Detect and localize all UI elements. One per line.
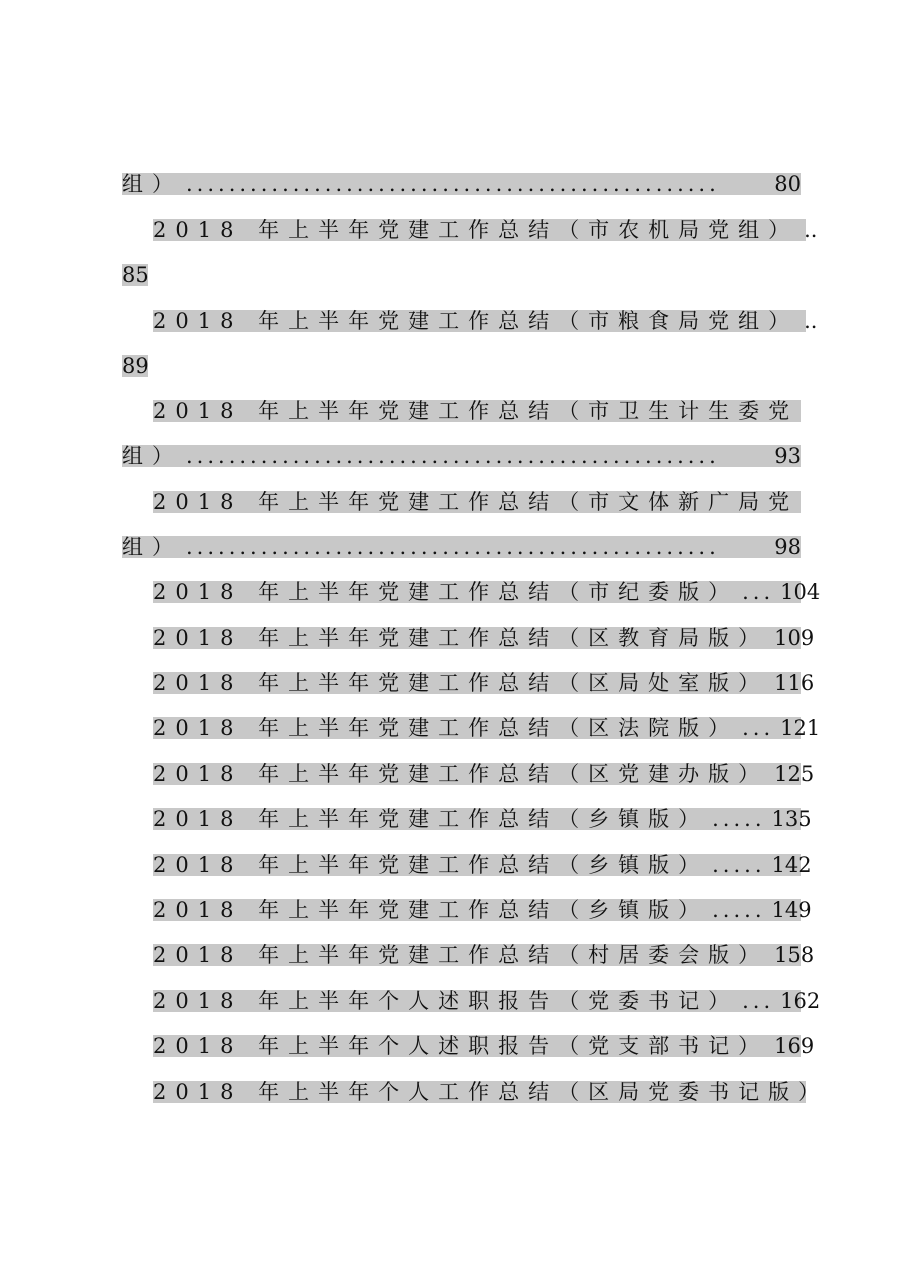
toc-leader-dots: ... — [742, 989, 775, 1013]
toc-entry-title: 2018 年上半年党建工作总结（区局处室版） — [153, 671, 769, 695]
toc-line[interactable] — [122, 445, 801, 467]
toc-entry-title: 2018 年上半年党建工作总结（市纪委版） — [153, 580, 739, 604]
toc-entry-title: 2018 年上半年党建工作总结（区法院版） — [153, 716, 739, 740]
toc-line[interactable] — [153, 943, 815, 967]
toc-page-number: 104 — [780, 580, 821, 604]
toc-leader-dots: ..... — [712, 853, 766, 877]
toc-leader-dots: ... — [742, 580, 775, 604]
toc-page-number: 158 — [774, 943, 815, 967]
toc-line[interactable] — [122, 173, 801, 195]
toc-line[interactable] — [153, 762, 815, 786]
toc-page-number: 125 — [774, 762, 815, 786]
toc-line[interactable] — [153, 671, 815, 695]
toc-entry-title: 组） — [122, 444, 182, 468]
toc-page-number: 109 — [774, 626, 815, 650]
toc-entry-title: 组） — [122, 535, 182, 559]
toc-line[interactable] — [153, 309, 818, 333]
toc-line[interactable] — [153, 853, 812, 877]
toc-entry-title: 组） — [122, 172, 182, 196]
toc-leader-dots: .. — [804, 218, 818, 242]
toc-entry-title: 2018 年上半年党建工作总结（市农机局党组） — [153, 218, 799, 242]
toc-leader-dots: .................................................. — [186, 444, 720, 468]
toc-line[interactable] — [153, 716, 821, 740]
toc-page-number: 135 — [771, 807, 812, 831]
toc-leader-dots: .. — [804, 309, 818, 333]
toc-leader-dots: ... — [742, 716, 775, 740]
toc-entry-title: 2018 年上半年党建工作总结（市卫生计生委党 — [153, 399, 799, 423]
toc-leader-dots: .................................................. — [186, 172, 720, 196]
toc-entry-title: 2018 年上半年党建工作总结（村居委会版） — [153, 943, 769, 967]
toc-line[interactable] — [153, 1034, 815, 1058]
toc-entry-title: 2018 年上半年党建工作总结（区教育局版） — [153, 626, 769, 650]
toc-page-number: 162 — [780, 989, 821, 1013]
toc-page-number: 116 — [774, 671, 815, 695]
toc-leader-dots: ..... — [712, 898, 766, 922]
toc-entry-title: 2018 年上半年党建工作总结（乡镇版） — [153, 898, 709, 922]
toc-line[interactable] — [153, 807, 812, 831]
toc-page-number: 121 — [780, 716, 821, 740]
toc-entry-title: 2018 年上半年党建工作总结（乡镇版） — [153, 853, 709, 877]
toc-line[interactable] — [153, 1080, 829, 1104]
toc-page-number: 142 — [771, 853, 812, 877]
toc-page-number: 98 — [774, 535, 801, 559]
toc-leader-dots: ..... — [712, 807, 766, 831]
toc-entry-title: 2018 年上半年党建工作总结（市粮食局党组） — [153, 309, 799, 333]
toc-line[interactable] — [122, 536, 801, 558]
toc-entry-title: 2018 年上半年党建工作总结（区党建办版） — [153, 762, 769, 786]
toc-line[interactable] — [153, 580, 821, 604]
toc-line[interactable] — [153, 218, 818, 242]
toc-line[interactable] — [153, 400, 801, 422]
toc-page-number: 93 — [774, 444, 801, 468]
toc-entry-title: 2018 年上半年个人工作总结（区局党委书记版） — [153, 1080, 829, 1104]
toc-page-number[interactable]: 85 — [122, 263, 149, 287]
toc-entry-title: 2018 年上半年个人述职报告（党委书记） — [153, 989, 739, 1013]
toc-page-number: 80 — [774, 172, 801, 196]
toc-entry-title: 2018 年上半年个人述职报告（党支部书记） — [153, 1034, 769, 1058]
toc-line[interactable] — [153, 989, 821, 1013]
toc-page-number[interactable]: 89 — [122, 354, 149, 378]
toc-entry-title: 2018 年上半年党建工作总结（市文体新广局党 — [153, 490, 799, 514]
toc-page-number: 149 — [771, 898, 812, 922]
toc-line[interactable] — [153, 898, 812, 922]
toc-line[interactable] — [153, 626, 815, 650]
toc-leader-dots: .................................................. — [186, 535, 720, 559]
toc-line[interactable] — [153, 491, 801, 513]
toc-page-number: 169 — [774, 1034, 815, 1058]
toc-entry-title: 2018 年上半年党建工作总结（乡镇版） — [153, 807, 709, 831]
